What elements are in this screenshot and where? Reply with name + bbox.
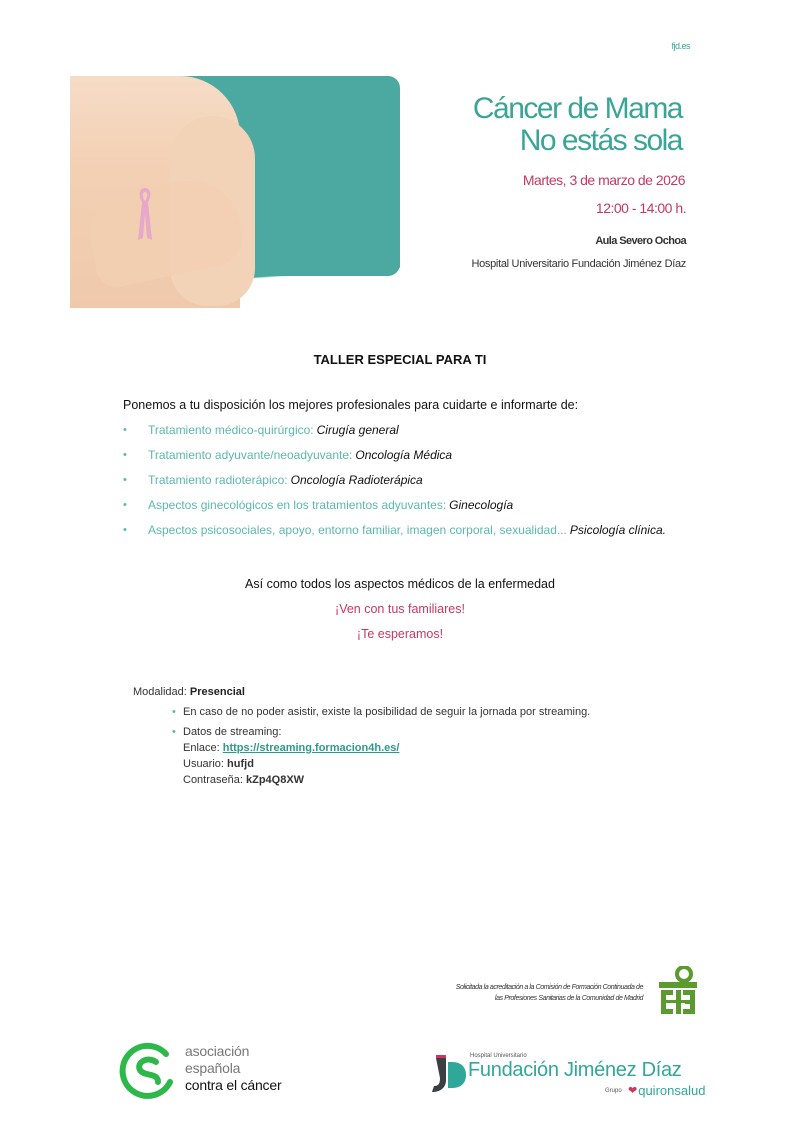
fjd-name: Fundación Jiménez Díaz <box>468 1059 682 1081</box>
event-title <box>420 93 682 157</box>
modality-value: Presencial <box>189 686 245 698</box>
streaming-user-row <box>183 756 399 772</box>
topic-label: Tratamiento médico-quirúrgico: <box>148 423 314 437</box>
bullet-icon: • <box>123 499 127 511</box>
topics-list <box>123 423 666 548</box>
aecc-logo-icon <box>118 1040 178 1100</box>
cta-welcome: ¡Te esperamos! <box>356 627 444 641</box>
fjd-hospital-label: Hospital Universitario <box>470 1053 527 1059</box>
bullet-icon: • <box>172 726 176 738</box>
event-time: 12:00 - 14:00 h. <box>595 200 686 216</box>
streaming-details <box>183 724 399 788</box>
bullet-icon: • <box>123 524 127 536</box>
topic-label: Tratamiento radioterápico: <box>148 473 288 487</box>
topic-specialty: Ginecología <box>449 498 514 512</box>
title-line-1: Cáncer de Mama <box>472 92 682 125</box>
event-date: Martes, 3 de marzo de 2026 <box>522 172 685 188</box>
streaming-list <box>172 704 590 792</box>
streaming-data-item <box>172 724 590 788</box>
closing-text: Así como todos los aspectos médicos de la enfermedad <box>245 577 555 591</box>
bullet-icon: • <box>123 474 127 486</box>
password-value: kZp4Q8XW <box>246 774 305 786</box>
topic-specialty: Psicología clínica. <box>569 523 666 537</box>
pink-ribbon-icon <box>136 184 154 244</box>
topic-specialty: Oncología Radioterápica <box>290 473 423 487</box>
workshop-intro: Ponemos a tu disposición los mejores profesionales para cuidarte e informarte de: <box>123 398 579 412</box>
topic-item <box>123 523 666 548</box>
quiron-name: quironsalud <box>638 1083 706 1098</box>
quironsalud-logo <box>628 1083 705 1098</box>
event-room: Aula Severo Ochoa <box>595 235 686 247</box>
bullet-icon: • <box>172 706 176 718</box>
streaming-link[interactable]: https://streaming.formacion4h.es/ <box>222 742 400 754</box>
topic-label: Tratamiento adyuvante/neoadyuvante: <box>148 448 353 462</box>
topic-label: Aspectos ginecológicos en los tratamientos adyuvantes: <box>148 498 447 512</box>
fjd-logo-icon <box>430 1052 466 1094</box>
bullet-icon: • <box>123 424 127 436</box>
accreditation-note <box>400 982 643 1004</box>
streaming-header: Datos de streaming: <box>183 726 282 738</box>
user-value: hufjd <box>227 758 254 770</box>
streaming-password-row <box>183 772 399 788</box>
accreditation-line-2: las Profesiones Sanitarias de la Comunidad de Madrid <box>494 995 643 1002</box>
title-line-2: No estás sola <box>519 124 682 157</box>
accreditation-line-1: Solicitada la acreditación a la Comisión de Formación Continuada de <box>455 984 643 991</box>
user-label: Usuario: <box>183 758 224 770</box>
cfc-logo-icon <box>657 966 699 1018</box>
modality <box>133 686 245 698</box>
topic-item <box>123 448 666 473</box>
cta-family: ¡Ven con tus familiares! <box>335 602 465 616</box>
quiron-heart-icon: ❤ <box>628 1085 638 1097</box>
event-venue: Hospital Universitario Fundación Jiménez Díaz <box>471 258 686 270</box>
topic-item <box>123 498 666 523</box>
aecc-line-3: contra el cáncer <box>185 1077 282 1093</box>
aecc-line-1: asociación <box>185 1043 250 1059</box>
aecc-name <box>185 1043 281 1094</box>
link-label: Enlace: <box>183 742 220 754</box>
streaming-link-row <box>183 740 399 756</box>
hero-image <box>70 76 400 308</box>
streaming-note: En caso de no poder asistir, existe la posibilidad de seguir la jornada por streaming. <box>183 706 591 718</box>
topic-item <box>123 423 666 448</box>
aecc-line-2: española <box>185 1060 241 1076</box>
fjd-group-label: Grupo <box>605 1088 622 1094</box>
workshop-title: TALLER ESPECIAL PARA TI <box>313 352 487 367</box>
topic-item <box>123 473 666 498</box>
topic-label: Aspectos psicosociales, apoyo, entorno familiar, imagen corporal, sexualidad... <box>148 523 567 537</box>
password-label: Contraseña: <box>183 774 243 786</box>
topic-specialty: Cirugía general <box>316 423 399 437</box>
modality-label: Modalidad: <box>133 686 187 698</box>
site-url: fjd.es <box>671 41 690 51</box>
topic-specialty: Oncología Médica <box>355 448 453 462</box>
bullet-icon: • <box>123 449 127 461</box>
streaming-note-item <box>172 704 590 720</box>
